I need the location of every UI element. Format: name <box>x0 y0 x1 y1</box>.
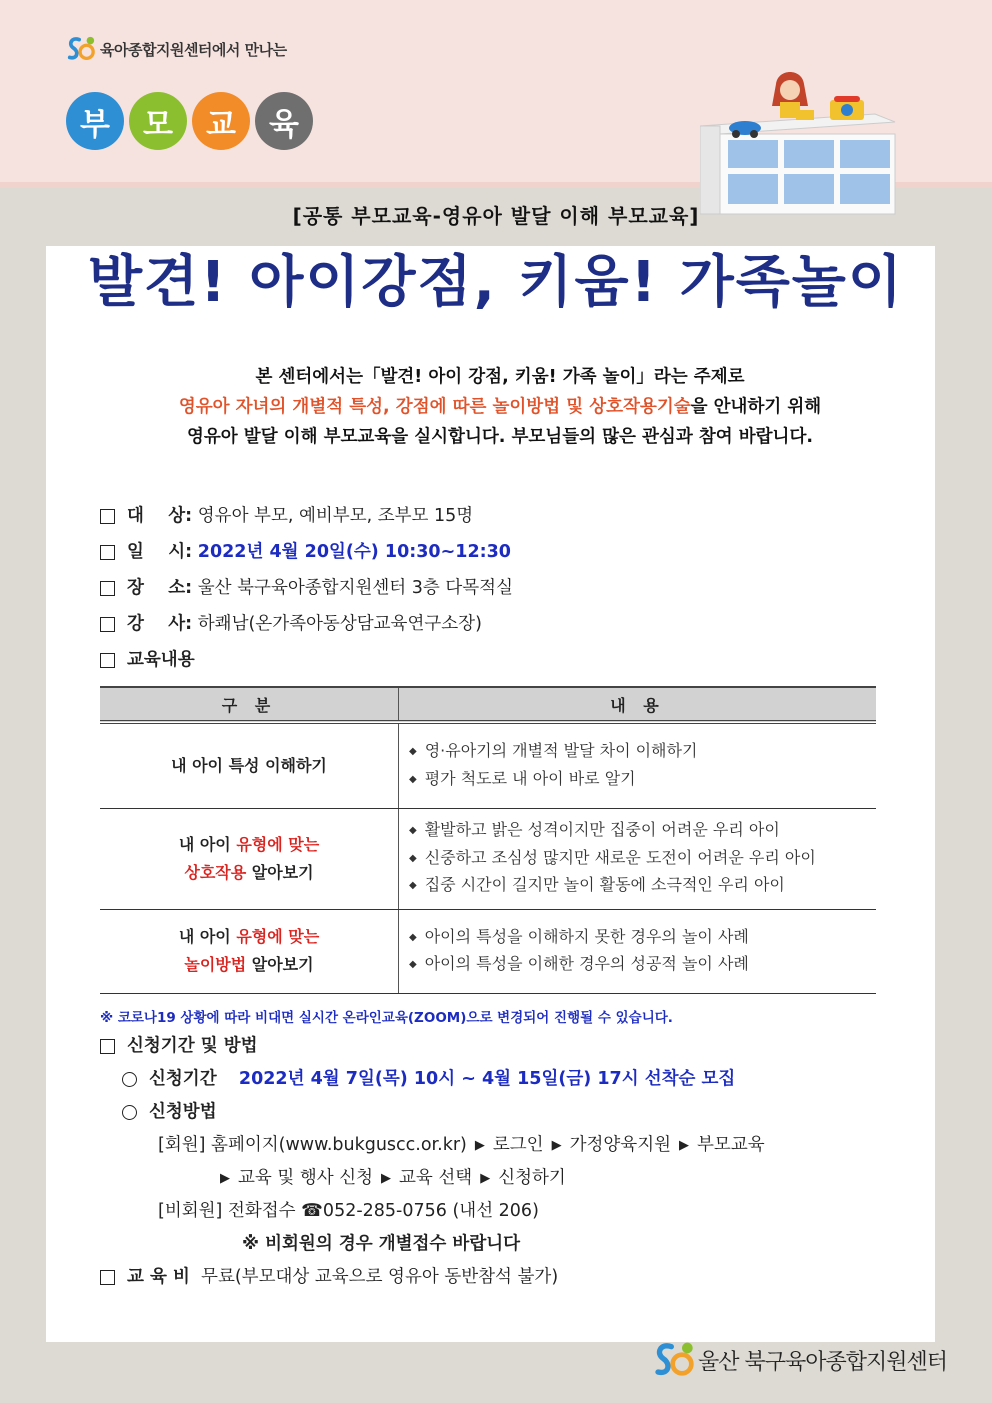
table-cell-content <box>399 808 877 909</box>
fee-info <box>100 1261 765 1294</box>
arrow-right-icon: ▶ <box>551 1138 562 1153</box>
fee-label: 교 육 비 <box>127 1267 190 1287</box>
category-text: 알아보기 <box>246 862 314 882</box>
table-cell-content <box>399 909 877 993</box>
info-date <box>100 534 513 570</box>
list-item <box>409 951 875 979</box>
list-item <box>409 817 875 845</box>
diamond-bullet-icon: ◆ <box>409 959 417 970</box>
step-text: 가정양육지원 <box>569 1135 672 1155</box>
fee-value: 무료(부모대상 교육으로 영유아 동반참석 불가) <box>201 1267 559 1287</box>
apply-method <box>100 1096 765 1129</box>
apply-period-value: 2022년 4월 7일(목) 10시 ~ 4월 15일(금) 17시 선착순 모집 <box>238 1069 736 1089</box>
list-item-text: 영·유아기의 개별적 발달 차이 이해하기 <box>424 741 698 761</box>
logo-circle: 교 <box>192 92 250 150</box>
list-item-text: 활발하고 밝은 성격이지만 집중이 어려운 우리 아이 <box>424 820 780 840</box>
parent-education-logo <box>66 92 318 150</box>
footer-logo <box>650 1340 947 1380</box>
diamond-bullet-icon: ◆ <box>409 852 417 864</box>
step-text: 교육 선택 <box>399 1168 473 1188</box>
list-item <box>409 738 875 766</box>
page-title: 발견! 아이강점, 키움! 가족놀이 <box>88 250 904 315</box>
category-text-highlight: 유형에 맞는 <box>236 834 320 854</box>
list-item-text: 집중 시간이 길지만 놀이 활동에 소극적인 우리 아이 <box>424 875 785 895</box>
nonmember-info <box>100 1195 765 1228</box>
table-header: 내 용 <box>399 687 877 722</box>
logo-circle: 부 <box>66 92 124 150</box>
info-place <box>100 570 513 606</box>
checkbox-square-icon <box>100 1039 115 1054</box>
covid-notice: ※ 코로나19 상황에 따라 비대면 실시간 온라인교육(ZOOM)으로 변경되어 진행될 수 있습니다. <box>100 1010 673 1026</box>
step-text: 로그인 <box>492 1135 544 1155</box>
table-cell-category <box>100 808 399 909</box>
apply-period-label: 신청기간 <box>149 1069 217 1089</box>
list-item-text: 평가 척도로 내 아이 바로 알기 <box>424 768 636 788</box>
info-label: 장 소: <box>127 578 193 598</box>
nonmember-label: [비회원] <box>158 1201 223 1221</box>
category-text: 알아보기 <box>246 955 314 974</box>
application-section <box>100 1030 765 1294</box>
checkbox-square-icon <box>100 545 115 560</box>
apply-heading-text: 신청기간 및 방법 <box>127 1036 258 1056</box>
checkbox-square-icon <box>100 1270 115 1285</box>
category-text-highlight: 상호작용 <box>184 862 247 882</box>
diamond-bullet-icon: ◆ <box>409 931 417 943</box>
info-value: 영유아 부모, 예비부모, 조부모 15명 <box>197 506 474 526</box>
intro-line-2 <box>100 392 900 422</box>
center-logo <box>66 34 287 64</box>
list-item <box>409 924 875 952</box>
toy-shelf-illustration <box>700 66 900 216</box>
diamond-bullet-icon: ◆ <box>409 746 417 758</box>
info-value: 울산 북구육아종합지원센터 3층 다목적실 <box>197 578 513 598</box>
list-item-text: 아이의 특성을 이해한 경우의 성공적 놀이 사례 <box>424 954 749 973</box>
info-target <box>100 498 513 534</box>
subtitle: [공통 부모교육-영유아 발달 이해 부모교육] <box>292 204 700 228</box>
checkbox-square-icon <box>100 509 115 524</box>
info-label: 강 사: <box>127 614 193 634</box>
checkbox-square-icon <box>100 617 115 632</box>
diamond-bullet-icon: ◆ <box>409 773 417 785</box>
info-lecturer <box>100 606 513 642</box>
step-text: 교육 및 행사 신청 <box>238 1168 374 1188</box>
info-list <box>100 498 513 678</box>
table-row <box>100 808 876 909</box>
arrow-right-icon: ▶ <box>220 1171 230 1186</box>
circle-bullet-icon <box>122 1105 137 1120</box>
logo-circle: 모 <box>129 92 187 150</box>
arrow-right-icon: ▶ <box>480 1171 491 1186</box>
footer-org-name: 울산 북구육아종합지원센터 <box>698 1349 948 1375</box>
intro-line-2-rest: 을 안내하기 위해 <box>690 397 822 417</box>
nonmember-note: ※ 비회원의 경우 개별접수 바랍니다 <box>242 1234 521 1254</box>
circle-bullet-icon <box>122 1072 137 1087</box>
apply-heading <box>100 1030 765 1063</box>
table-header-row <box>100 687 876 722</box>
category-text: 내 아이 특성 이해하기 <box>171 755 327 775</box>
intro-highlight: 영유아 자녀의 개별적 특성, 강점에 따른 놀이방법 및 상호작용기술 <box>178 397 691 417</box>
list-item <box>409 845 875 873</box>
step-text: 부모교육 <box>697 1135 765 1155</box>
logo-circle: 육 <box>255 92 313 150</box>
education-content-table <box>100 686 876 994</box>
category-text-highlight: 놀이방법 <box>184 955 247 974</box>
list-item-text: 신중하고 조심성 많지만 새로운 도전이 어려운 우리 아이 <box>424 847 816 867</box>
apply-method-label: 신청방법 <box>149 1102 217 1122</box>
table-header: 구 분 <box>100 687 399 722</box>
info-label: 대 상: <box>127 506 193 526</box>
center-logo-icon <box>650 1340 698 1380</box>
info-value: 하쾌남(온가족아동상담교육연구소장) <box>197 614 482 634</box>
info-label: 교육내용 <box>127 650 195 670</box>
nonmember-value: 전화접수 ☎052-285-0756 (내선 206) <box>227 1201 539 1221</box>
member-steps <box>100 1129 765 1162</box>
list-item <box>409 872 875 900</box>
category-text: 내 아이 <box>178 927 237 946</box>
table-cell-content <box>399 722 877 808</box>
info-value: 2022년 4월 20일(수) 10:30~12:30 <box>197 542 511 562</box>
intro-line-1: 본 센터에서는「발견! 아이 강점, 키움! 가족 놀이」라는 주제로 <box>255 367 745 387</box>
list-item <box>409 766 875 794</box>
apply-period <box>100 1063 765 1096</box>
checkbox-square-icon <box>100 581 115 596</box>
table-cell-category <box>100 909 399 993</box>
table-row <box>100 722 876 808</box>
table-cell-category <box>100 722 399 808</box>
step-text: 홈페이지(www.bukguscc.or.kr) <box>211 1135 467 1155</box>
table-row <box>100 909 876 993</box>
list-item-text: 아이의 특성을 이해하지 못한 경우의 놀이 사례 <box>424 926 749 946</box>
intro-line-3: 영유아 발달 이해 부모교육을 실시합니다. 부모님들의 많은 관심과 참여 바랍니다. <box>187 427 813 447</box>
intro-paragraph <box>100 362 900 452</box>
center-logo-icon <box>66 34 96 64</box>
step-text: 신청하기 <box>498 1168 566 1188</box>
arrow-right-icon: ▶ <box>679 1138 690 1153</box>
category-text-highlight: 유형에 맞는 <box>236 927 320 946</box>
arrow-right-icon: ▶ <box>474 1138 485 1153</box>
member-steps-continued <box>100 1162 765 1195</box>
checkbox-square-icon <box>100 653 115 668</box>
info-content <box>100 642 513 678</box>
member-label: [회원] <box>158 1135 206 1155</box>
category-text: 내 아이 <box>178 834 237 854</box>
diamond-bullet-icon: ◆ <box>409 825 417 837</box>
diamond-bullet-icon: ◆ <box>409 880 417 892</box>
arrow-right-icon: ▶ <box>381 1171 392 1186</box>
info-label: 일 시: <box>127 542 193 562</box>
header-tagline: 육아종합지원센터에서 만나는 <box>100 40 287 59</box>
